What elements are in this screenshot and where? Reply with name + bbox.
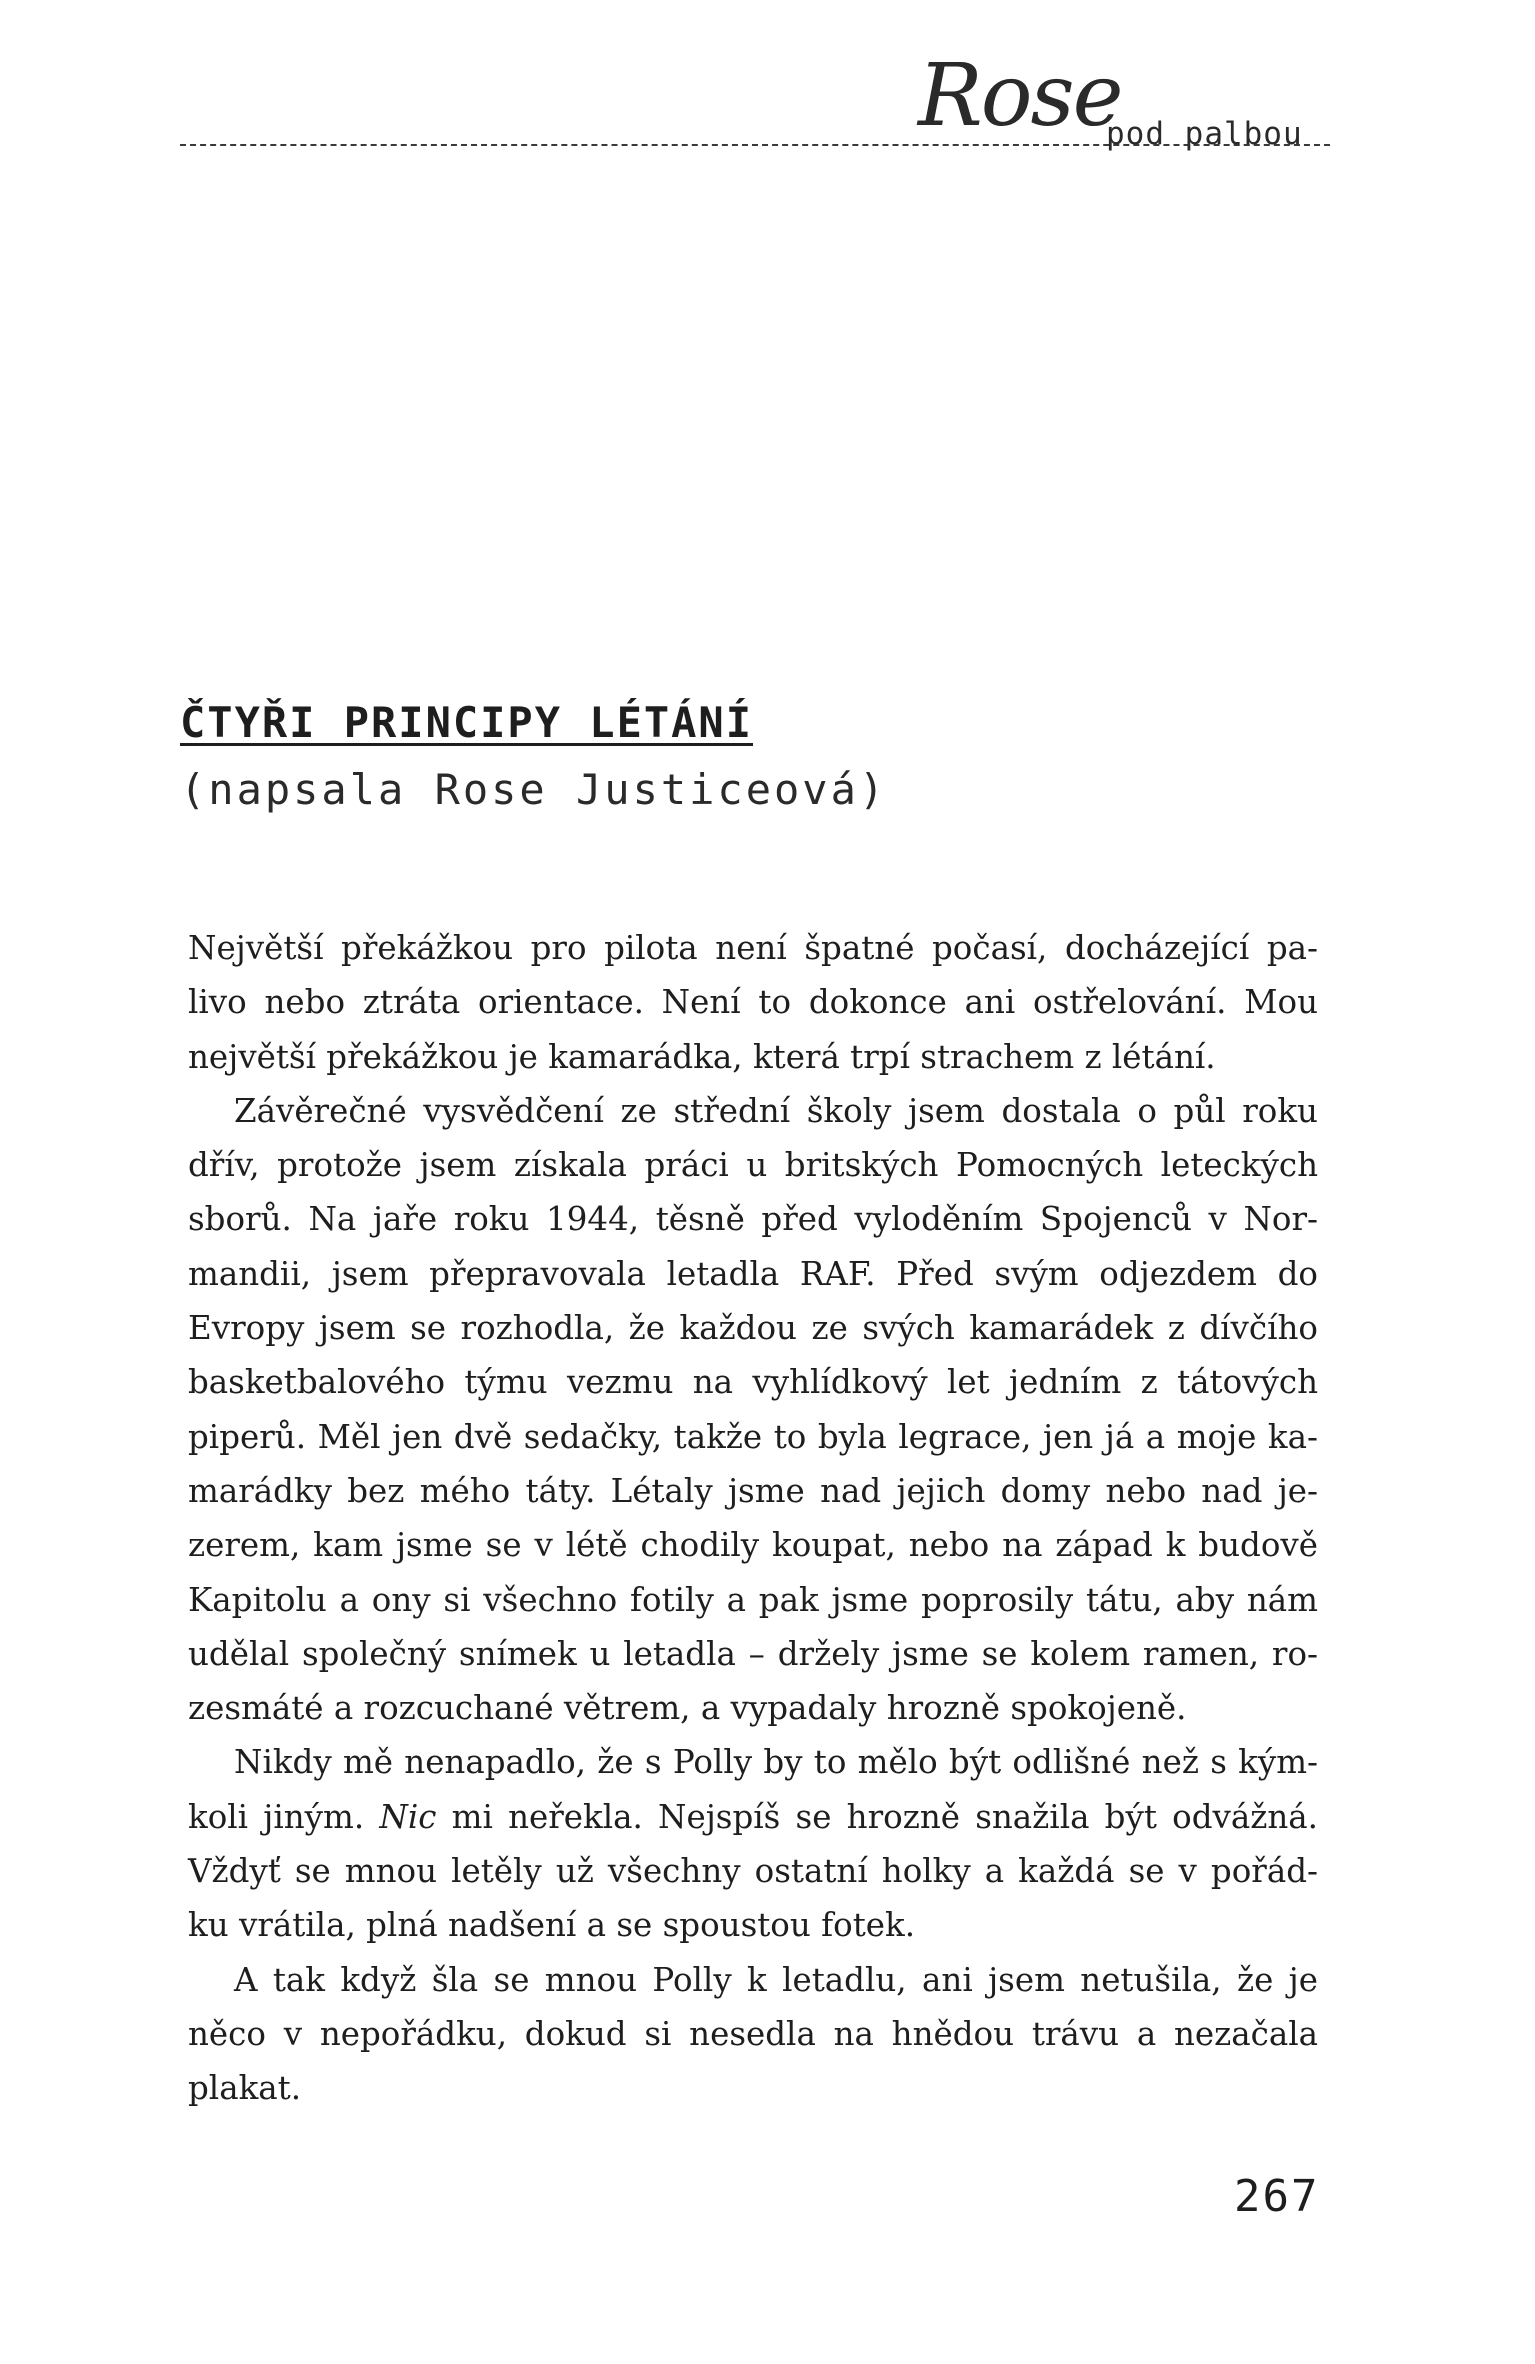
- text-line: největší překážkou je kamarádka, která trpí strachem z létání.: [188, 1037, 1216, 1076]
- emphasis: Nic: [379, 1797, 437, 1836]
- text-line: Nikdy mě nenapadlo, že s Polly by to mělo být odlišné než s kým-: [234, 1743, 1318, 1782]
- text-line: livo nebo ztráta orientace. Není to dokonce ani ostřelování. Mou: [188, 983, 1318, 1022]
- text-line: piperů. Měl jen dvě sedačky, takže to byla legrace, jen já a moje ka-: [188, 1417, 1318, 1456]
- body-text: [188, 921, 1318, 2116]
- text-line: udělal společný snímek u letadla – držely jsme se kolem ramen, ro-: [188, 1634, 1318, 1673]
- text-line: plakat.: [188, 2069, 302, 2108]
- text-line: zerem, kam jsme se v létě chodily koupat, nebo na západ k budově: [188, 1526, 1318, 1565]
- running-header: [180, 46, 1330, 156]
- text-line: marádky bez mého táty. Létaly jsme nad jejich domy nebo nad je-: [188, 1471, 1318, 1510]
- text-line: A tak když šla se mnou Polly k letadlu, ani jsem netušila, že je: [234, 1960, 1318, 1999]
- text-line: dřív, protože jsem získala práci u britských Pomocných leteckých: [188, 1146, 1318, 1185]
- text-line: Evropy jsem se rozhodla, že každou ze svých kamarádek z dívčího: [188, 1309, 1318, 1348]
- text-line: mandii, jsem přepravovala letadla RAF. Před svým odjezdem do: [188, 1254, 1318, 1293]
- text-line: koli jiným. Nic mi neřekla. Nejspíš se hrozně snažila být odvážná.: [188, 1797, 1318, 1836]
- text-line: Závěrečné vysvědčení ze střední školy jsem dostala o půl roku: [234, 1091, 1318, 1130]
- text-line: Kapitolu a ony si všechno fotily a pak jsme poprosily tátu, aby nám: [188, 1580, 1318, 1619]
- chapter-subtitle: (napsala Rose Justiceová): [180, 765, 888, 814]
- text-line: basketbalového týmu vezmu na vyhlídkový let jedním z tátových: [188, 1363, 1318, 1402]
- header-logo-rose: Rose: [918, 46, 1122, 146]
- text-line: něco v nepořádku, dokud si nesedla na hnědou trávu a nezačala: [188, 2014, 1318, 2053]
- chapter-title: ČTYŘI PRINCIPY LÉTÁNÍ: [180, 698, 754, 747]
- header-subtitle: pod palbou: [1106, 116, 1303, 152]
- text-line: Vždyť se mnou letěly už všechny ostatní holky a každá se v pořád-: [188, 1852, 1318, 1891]
- text-line: ku vrátila, plná nadšení a se spoustou fotek.: [188, 1906, 916, 1945]
- text-line: Největší překážkou pro pilota není špatné počasí, docházející pa-: [188, 929, 1318, 967]
- text-line: sborů. Na jaře roku 1944, těsně před vyloděním Spojenců v Nor-: [188, 1200, 1318, 1239]
- text-line: zesmáté a rozcuchané větrem, a vypadaly hrozně spokojeně.: [188, 1689, 1187, 1728]
- page-number: 267: [1234, 2171, 1320, 2222]
